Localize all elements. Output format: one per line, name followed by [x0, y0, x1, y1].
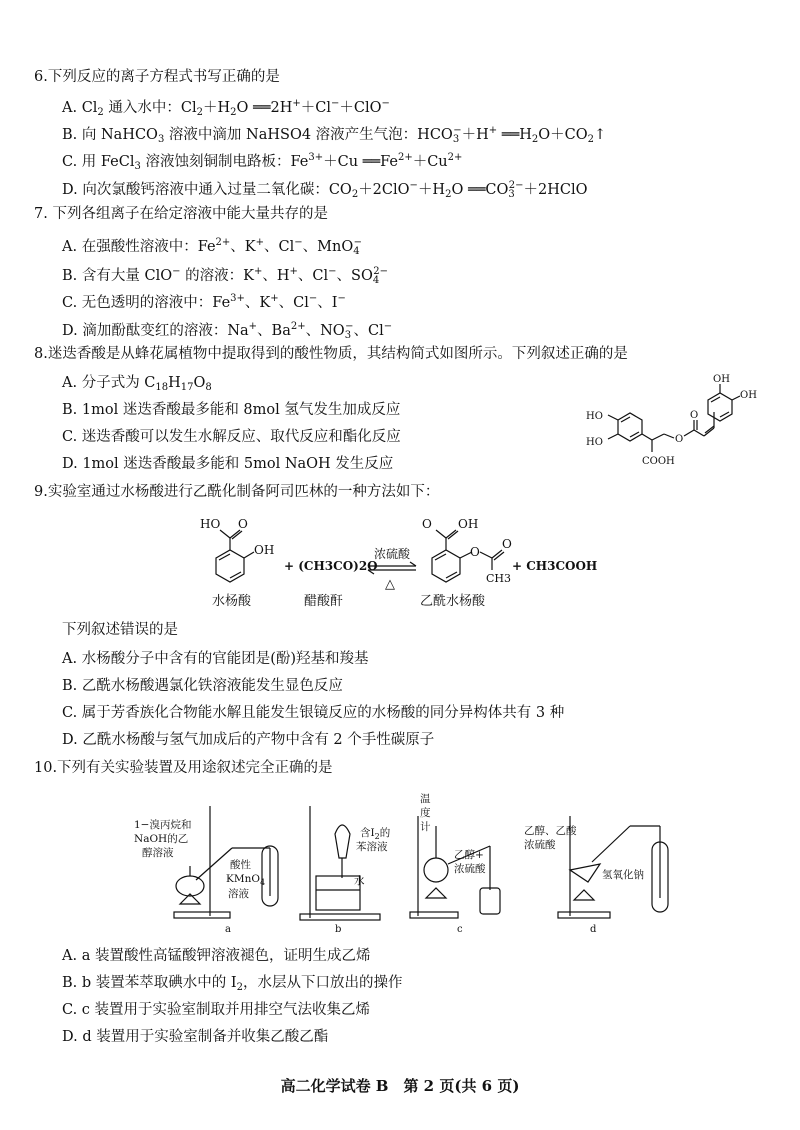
svg-text:OH: OH: [458, 517, 479, 531]
svg-text:温: 温: [420, 793, 431, 805]
svg-text:O: O: [502, 537, 512, 551]
svg-text:乙酰水杨酸: 乙酰水杨酸: [420, 594, 486, 609]
svg-text:水: 水: [354, 875, 365, 887]
q10-option-b: B. b 装置苯萃取碘水中的 $I_2$，水层从下口放出的操作: [62, 975, 403, 993]
page-footer: 高二化学试卷 B 第 2 页(共 6 页): [280, 1077, 520, 1095]
svg-text:b: b: [335, 924, 342, 935]
svg-text:溶液: 溶液: [228, 888, 249, 900]
rosmarinic-acid-structure: [580, 372, 770, 480]
q8-option-c: C. 迷迭香酸可以发生水解反应、取代反应和酯化反应: [62, 429, 401, 445]
q7-stem: 7. 下列各组离子在给定溶液中能大量共存的是: [34, 206, 328, 222]
svg-text:水杨酸: 水杨酸: [212, 594, 252, 609]
svg-text:HO: HO: [586, 437, 603, 448]
q7-option-d: D. 滴加酚酞变红的溶液：Na+、$Ba^{2+}$、$NO_3^-$、Cl−: [62, 321, 393, 341]
svg-text:度: 度: [420, 807, 431, 819]
q7-option-c: C. 无色透明的溶液中：$Fe^{3+}$、K+、Cl−、I−: [62, 293, 346, 311]
svg-text:O: O: [675, 434, 684, 445]
q7-option-a: A. 在强酸性溶液中：$Fe^{2+}$、K+、Cl−、MnO$_4$−: [62, 237, 362, 257]
svg-text:酸性: 酸性: [230, 859, 251, 871]
svg-text:含I2的: 含$I_2$的: [360, 827, 391, 841]
q6-option-b: B. 向 NaHCO$_3$ 溶液中滴加 NaHSO4 溶液产生气泡：$HCO_3^-+H^+$ $══H_2O+CO_2↑$: [62, 125, 607, 145]
svg-text:c: c: [457, 924, 463, 935]
q10-option-a: A. a 装置酸性高锰酸钾溶液褪色，证明生成乙烯: [62, 948, 371, 964]
svg-text:OH: OH: [740, 390, 757, 401]
q9-prompt: 下列叙述错误的是: [62, 622, 178, 638]
q9-option-c: C. 属于芳香族化合物能水解且能发生银镜反应的水杨酸的同分异构体共有 3 种: [62, 705, 565, 721]
q10-option-c: C. c 装置用于实验室制取并用排空气法收集乙烯: [62, 1002, 371, 1018]
svg-text:醇溶液: 醇溶液: [142, 847, 174, 859]
q8-option-d: D. 1mol 迷迭香酸最多能和 5mol NaOH 发生反应: [62, 456, 394, 472]
q8-stem: 8.迷迭香酸是从蜂花属植物中提取得到的酸性物质，其结构简式如图所示。下列叙述正确的是: [34, 346, 628, 362]
svg-text:浓硫酸: 浓硫酸: [524, 839, 556, 851]
q9-stem: 9.实验室通过水杨酸进行乙酰化制备阿司匹林的一种方法如下：: [34, 484, 440, 500]
q6-stem: 6.下列反应的离子方程式书写正确的是: [34, 69, 280, 85]
svg-text:苯溶液: 苯溶液: [356, 841, 388, 853]
svg-text:醋酸酐: 醋酸酐: [304, 594, 344, 609]
svg-text:+ (CH3CO)2O: + (CH3CO)2O: [284, 559, 378, 573]
q6-option-a: A. $Cl_2$ 通入水中：$Cl_2+H_2O$ ══2H+＋Cl−＋ClO−: [62, 98, 390, 118]
svg-text:OH: OH: [713, 374, 730, 385]
svg-text:浓硫酸: 浓硫酸: [454, 863, 486, 875]
q9-option-d: D. 乙酰水杨酸与氢气加成后的产物中含有 2 个手性碳原子: [62, 732, 435, 748]
q6-option-d: D. 向次氯酸钙溶液中通入过量二氧化碳：$CO_2+2ClO^-+H_2O$ $══CO_3^{2-}+2HClO$: [62, 180, 588, 200]
svg-text:O: O: [422, 517, 432, 531]
q6-option-c: C. 用 FeCl$_3$ 溶液蚀刻铜制电路板：$Fe^{3+}+Cu$ $══Fe^{2+}+Cu^{2+}$: [62, 152, 463, 172]
svg-text:+ CH3COOH: + CH3COOH: [512, 559, 598, 573]
svg-text:乙醇、乙酸: 乙醇、乙酸: [524, 825, 577, 837]
svg-text:CH3: CH3: [486, 572, 512, 585]
svg-text:浓硫酸: 浓硫酸: [374, 547, 411, 561]
q10-stem: 10.下列有关实验装置及用途叙述完全正确的是: [34, 760, 333, 776]
svg-text:O: O: [470, 545, 480, 559]
acetylation-reaction-scheme: [196, 508, 602, 612]
svg-text:1−溴丙烷和: 1−溴丙烷和: [134, 819, 192, 831]
svg-text:NaOH的乙: NaOH的乙: [134, 833, 189, 845]
svg-text:d: d: [590, 924, 597, 935]
svg-text:O: O: [690, 410, 699, 421]
svg-text:a: a: [225, 924, 231, 935]
q9-option-b: B. 乙酰水杨酸遇氯化铁溶液能发生显色反应: [62, 678, 343, 694]
svg-text:O: O: [238, 517, 248, 531]
svg-text:HO: HO: [586, 411, 603, 422]
q9-option-a: A. 水杨酸分子中含有的官能团是(酚)羟基和羧基: [62, 651, 369, 667]
q8-option-b: B. 1mol 迷迭香酸最多能和 8mol 氢气发生加成反应: [62, 402, 401, 418]
q8-option-a: A. 分子式为 $C_{18}H_{17}O_8$: [62, 375, 212, 393]
q7-option-b: B. 含有大量 ClO− 的溶液：K+、H+、Cl−、$SO_4^{2-}$: [62, 266, 388, 286]
svg-text:△: △: [385, 577, 395, 592]
q10-option-d: D. d 装置用于实验室制备并收集乙酸乙酯: [62, 1029, 329, 1045]
svg-text:COOH: COOH: [642, 456, 675, 467]
svg-text:KMnO4: KMnO$_4$: [226, 873, 266, 887]
svg-text:OH: OH: [254, 543, 275, 557]
svg-text:乙醇+: 乙醇+: [454, 849, 484, 861]
svg-text:HO: HO: [200, 517, 221, 531]
svg-text:计: 计: [420, 821, 431, 833]
lab-apparatus-figure: [130, 786, 690, 936]
svg-text:氢氧化钠: 氢氧化钠: [602, 869, 644, 881]
